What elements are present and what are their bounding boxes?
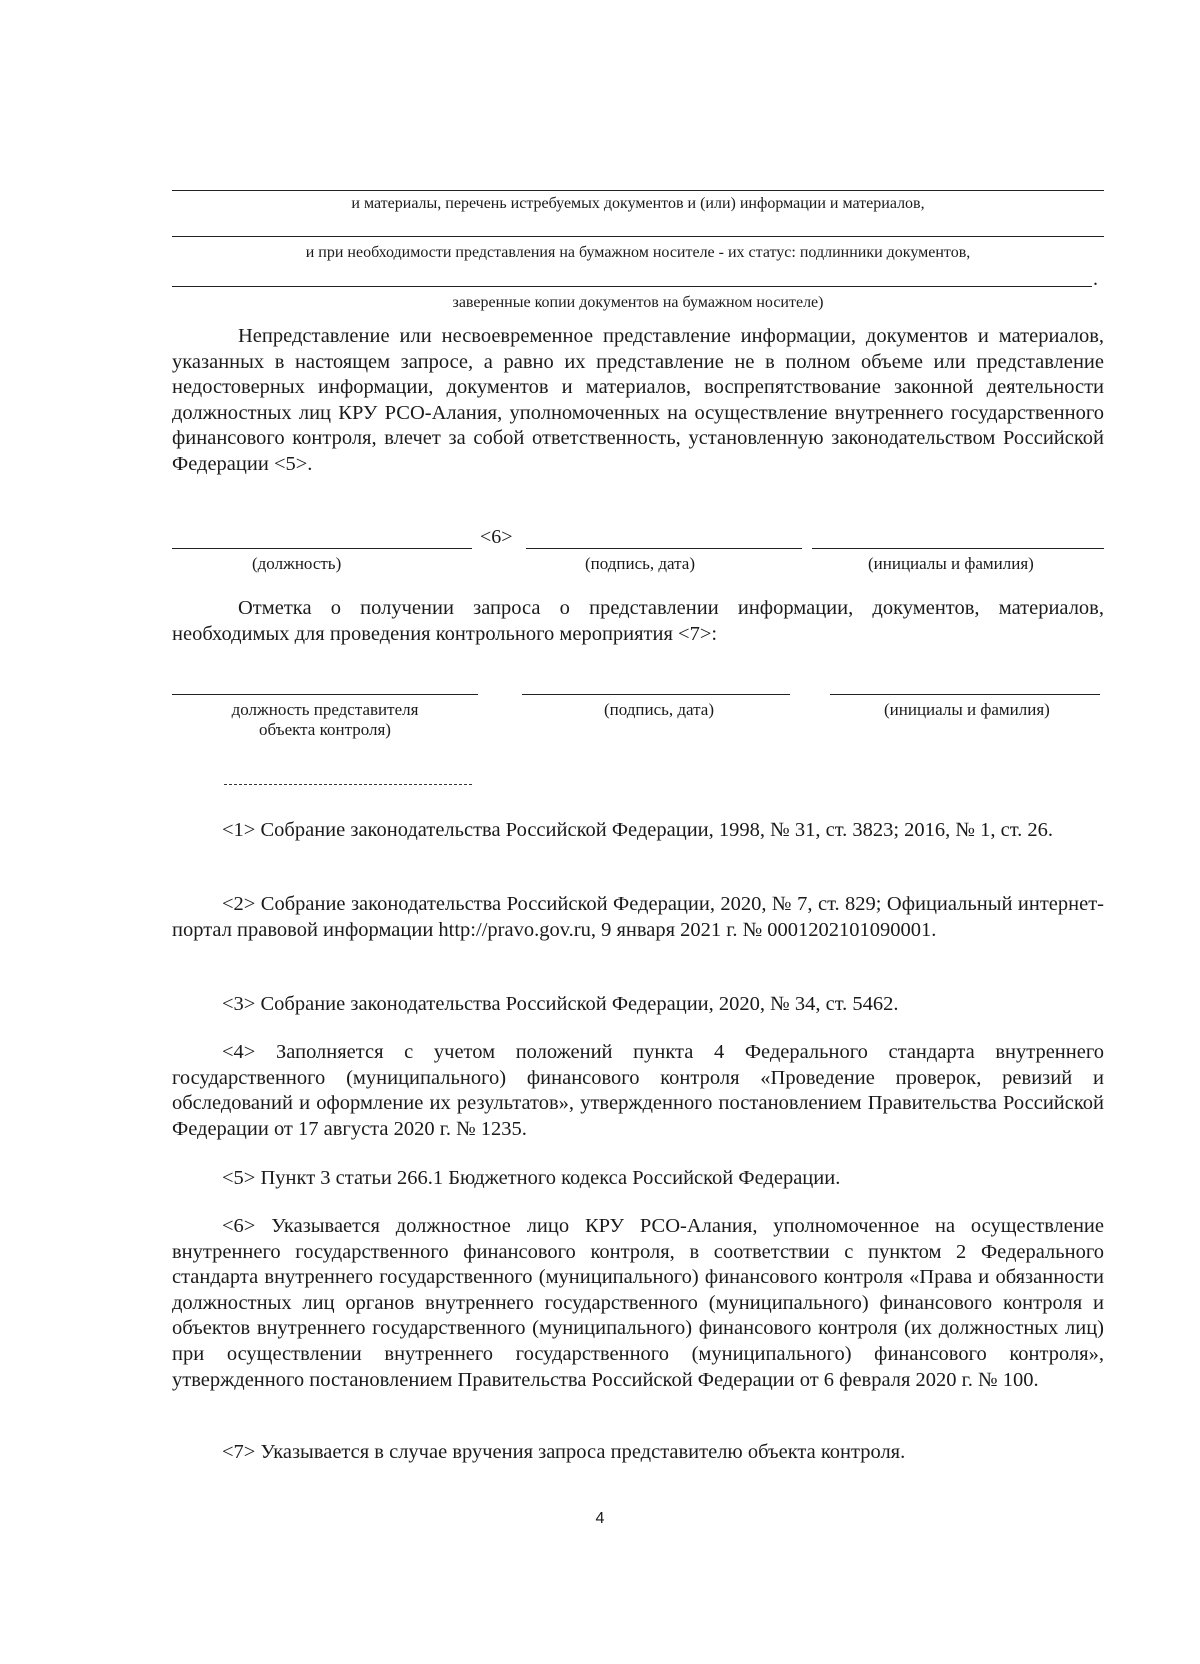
footnote-4: <4> Заполняется с учетом положений пункта 4 Федерального стандарта внутреннего государственного (муниципального) финансового контроля «Проведение проверок, ревизий и обследований и оформление их результатов», утвержденного постановлением Правительства Российской Федерации от 17 августа 2020 г. № 1235.: [172, 1041, 1104, 1140]
sig1-label-position: (должность): [252, 554, 342, 573]
footnote-2: <2> Собрание законодательства Российской Федерации, 2020, № 7, ст. 829; Официальный интернет-портал правовой информации http://pravo.gov.ru, 9 января 2021 г. № 0001202101090001.: [172, 893, 1104, 941]
sig2-label-position: должность представителя объекта контроля): [231, 700, 419, 739]
sig1-position-line: [172, 548, 472, 549]
sig2-position-line: [172, 694, 478, 695]
sig2-name-line: [830, 694, 1100, 695]
sig1-label-name: (инициалы и фамилия): [868, 554, 1034, 573]
footnote-6: <6> Указывается должностное лицо КРУ РСО-Алания, уполномоченное на осуществление внутреннего государственного финансового контроля, в соответствии с пунктом 2 Федерального стандарта внутреннего государственного (муниципального) финансового контроля «Права и обязанности должностных лиц органов внутреннего государственного (муниципального) финансового контроля и объектов внутреннего государственного (муниципального) финансового контроля (их должностных лиц) при осуществлении внутреннего государственного (муниципального) финансового контроля», утвержденного постановлением Правительства Российской Федерации от 6 февраля 2020 г. № 100.: [172, 1215, 1104, 1391]
fill-line-1: [172, 190, 1104, 191]
sig1-marker: <6>: [480, 526, 513, 548]
footnote-7: <7> Указывается в случае вручения запроса представителю объекта контроля.: [222, 1441, 906, 1463]
fill-line-3-period: .: [1093, 268, 1098, 290]
fill-line-3: [172, 286, 1092, 287]
footnote-5: <5> Пункт 3 статьи 266.1 Бюджетного кодекса Российской Федерации.: [222, 1167, 841, 1189]
footnote-separator: [224, 784, 472, 785]
sig1-label-signature: (подпись, дата): [585, 554, 696, 573]
page-number: 4: [595, 1510, 605, 1527]
sig2-signature-line: [522, 694, 790, 695]
sig1-name-line: [812, 548, 1104, 549]
footnote-1: <1> Собрание законодательства Российской Федерации, 1998, № 31, ст. 3823; 2016, № 1, ст. 26.: [222, 819, 1054, 841]
header-caption-3: заверенные копии документов на бумажном носителе): [452, 294, 824, 311]
header-caption-1: и материалы, перечень истребуемых документов и (или) информации и материалов,: [351, 195, 925, 212]
header-caption-2: и при необходимости представления на бумажном носителе - их статус: подлинники документов,: [305, 244, 971, 261]
liability-paragraph: Непредставление или несвоевременное представление информации, документов и материалов, указанных в настоящем запросе, а равно их представление не в полном объеме или представление недостоверных информации, документов и материалов, воспрепятствование законной деятельности должностных лиц КРУ РСО-Алания, уполномоченных на осуществление внутреннего государственного финансового контроля, влечет за собой ответственность, установленную законодательством Российской Федерации <5>.: [172, 325, 1104, 475]
fill-line-2: [172, 236, 1104, 237]
footnote-3: <3> Собрание законодательства Российской Федерации, 2020, № 34, ст. 5462.: [222, 993, 899, 1015]
sig1-signature-line: [526, 548, 802, 549]
sig2-label-signature: (подпись, дата): [604, 700, 715, 719]
sig2-label-name: (инициалы и фамилия): [884, 700, 1050, 719]
receipt-paragraph: Отметка о получении запроса о представлении информации, документов, материалов, необходимых для проведения контрольного мероприятия <7>:: [172, 597, 1104, 645]
